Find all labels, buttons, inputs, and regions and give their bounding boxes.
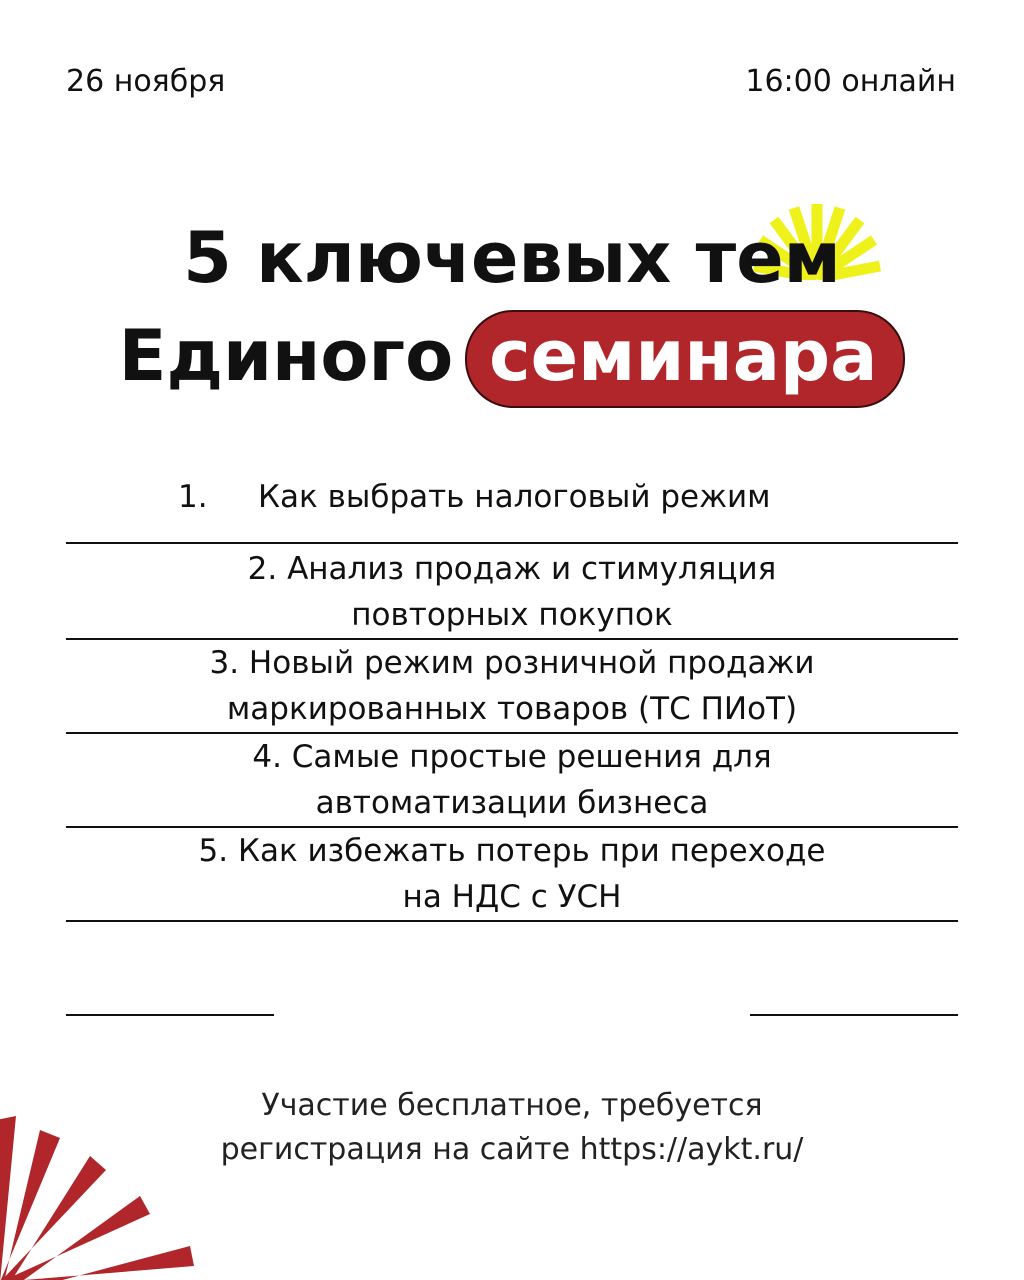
topic-5-line-2: на НДС с УСН [402, 879, 622, 915]
topic-item-3 [66, 640, 958, 734]
topic-1-number: 1. [178, 479, 208, 515]
topic-3-line-1: 3. Новый режим розничной продажи [209, 645, 815, 681]
divider-right [750, 1014, 958, 1016]
footer-line-2: регистрация на сайте https://aykt.ru/ [220, 1132, 804, 1167]
topics-list [66, 470, 958, 922]
sunburst-red-icon [0, 1100, 220, 1280]
topic-1-text: Как выбрать налоговый режим [258, 479, 771, 515]
seminar-title [0, 218, 1024, 408]
event-date: 26 ноября [66, 64, 226, 99]
event-time: 16:00 онлайн [745, 64, 956, 99]
topic-2-line-1: 2. Анализ продаж и стимуляция [247, 551, 777, 587]
topic-3-line-2: маркированных товаров (ТС ПИоТ) [226, 691, 798, 727]
topic-item-2 [66, 544, 958, 640]
topic-4-line-2: автоматизации бизнеса [315, 785, 709, 821]
topic-4-line-1: 4. Самые простые решения для [252, 739, 772, 775]
footer-line-1: Участие бесплатное, требуется [261, 1088, 763, 1123]
topic-5-line-1: 5. Как избежать потерь при переходе [198, 833, 826, 869]
topic-item-5 [66, 828, 958, 922]
topic-item-1 [66, 470, 958, 544]
topic-2-line-2: повторных покупок [351, 597, 673, 633]
title-line-2 [0, 310, 1024, 408]
topic-item-4 [66, 734, 958, 828]
divider-left [66, 1014, 274, 1016]
title-highlight-pill: семинара [465, 310, 905, 408]
title-line-1: 5 ключевых тем [183, 217, 841, 299]
title-plain-word: Единого [118, 315, 454, 397]
